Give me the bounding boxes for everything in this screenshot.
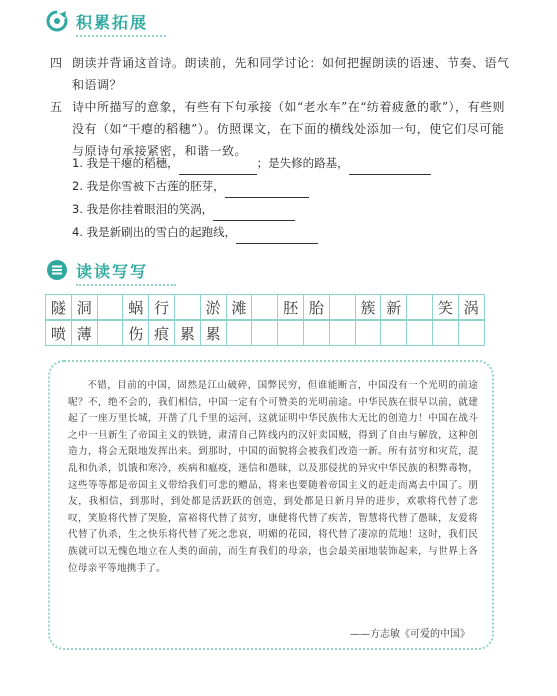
grid-character-cell: 累 <box>174 320 201 346</box>
grid-empty-cell <box>277 320 304 346</box>
grid-character-cell: 蜗 <box>122 294 149 320</box>
grid-empty-cell <box>174 294 201 320</box>
grid-row <box>46 295 502 321</box>
exercise-text: 朗读并背诵这首诗。朗读前，先和同学讨论：如何把握朗读的语速、节奏、语气和语调？ <box>72 56 510 92</box>
fill-in-label: 2. 我是你雪被下古莲的胚芽， <box>72 179 225 193</box>
grid-empty-cell <box>97 320 124 346</box>
passage-body: 不错，目前的中国，固然是江山破碎，国弊民穷，但谁能断言，中国没有一个光明的前途呢？不，绝不会的，我们相信，中国一定有个可赞美的光明前途。中华民族在很早以前，就建起了一座万里长城，开凿了几千里的运河，这就证明中华民族伟大无比的创造力！中国在战斗之中一旦新生了帝国主义的铁链，肃清自己阵线内的汉奸卖国贼，得到了自由与解放，这种创造力，将会无限地发挥出来。到那时，中国的面貌将会被我们改造一新。所有贫穷和灾荒，混乱和仇杀，饥饿和寒冷，疾病和瘟疫，迷信和愚昧，以及那侵扰的异灾中华民族的积弊毒物，这些等等都是帝国主义带给我们可悲的赠品，将来也要随着帝国主义的赶走而离去中国了。朋友，我相信，到那时，到处都是活跃跃的创造，到处都是日新月异的进步，欢歌将代替了悲叹，笑脸将代替了哭脸，富裕将代替了贫穷，康健将代替了疾苦，智慧将代替了愚昧，友爱将代替了仇杀，生之快乐将代替了死之悲哀，明媚的花园，将代替了凄凉的荒地！这时，我们民族就可以无愧色地立在人类的面前，而生育我们的母亲，也会最美丽地装饰起来，与世界上各位母亲平等地携手了。 <box>68 380 478 574</box>
section-divider <box>76 35 166 37</box>
fill-in-label: ；是失修的路基， <box>256 156 349 170</box>
fill-in-label: 4. 我是新刷出的雪白的起跑线， <box>72 225 237 239</box>
grid-character-cell: 痕 <box>148 320 175 346</box>
grid-empty-cell <box>303 320 330 346</box>
grid-empty-cell <box>406 320 433 346</box>
grid-character-cell: 累 <box>200 320 227 346</box>
fill-in-list <box>72 152 431 244</box>
section-title-extend: 积累拓展 <box>76 12 149 32</box>
fill-in-item <box>72 198 431 221</box>
answer-blank[interactable] <box>179 160 257 175</box>
section-divider <box>76 284 176 286</box>
fill-in-item <box>72 175 431 198</box>
grid-character-cell: 隧 <box>45 294 72 320</box>
passage-source: ——方志敏《可爱的中国》 <box>350 629 470 640</box>
fill-in-item <box>72 221 431 244</box>
grid-character-cell: 薄 <box>71 320 98 346</box>
grid-empty-cell <box>406 294 433 320</box>
grid-character-cell: 胚 <box>277 294 304 320</box>
grid-empty-cell <box>329 320 356 346</box>
grid-character-cell: 喷 <box>45 320 72 346</box>
section-title-read-write: 读读写写 <box>76 261 149 281</box>
grid-empty-cell <box>329 294 356 320</box>
grid-character-cell: 簇 <box>355 294 382 320</box>
grid-empty-cell <box>458 320 485 346</box>
grid-character-cell: 胎 <box>303 294 330 320</box>
grid-empty-cell <box>380 320 407 346</box>
vocabulary-grid <box>46 295 502 347</box>
grid-row <box>46 321 502 347</box>
grid-character-cell: 滩 <box>226 294 253 320</box>
refresh-arrow-icon <box>46 10 68 32</box>
grid-empty-cell <box>97 294 124 320</box>
fill-in-item <box>72 152 431 175</box>
reading-passage-box <box>48 360 494 650</box>
grid-character-cell: 行 <box>148 294 175 320</box>
exercise-text: 诗中所描写的意象，有些有下句承接（如“老水车”在“纺着疲惫的歌”），有些则没有（如“干瘪的稻穗”）。仿照课文，在下面的横线处添加一句，使它们尽可能与原诗句承接紧密，和谐一致。 <box>72 100 506 158</box>
grid-empty-cell <box>226 320 253 346</box>
grid-character-cell: 涡 <box>458 294 485 320</box>
grid-empty-cell <box>432 320 459 346</box>
answer-blank[interactable] <box>349 160 431 175</box>
grid-character-cell: 笑 <box>432 294 459 320</box>
exercise-number: 五 <box>50 100 63 114</box>
grid-empty-cell <box>251 294 278 320</box>
section-header-extend <box>46 8 156 34</box>
exercise-number: 四 <box>50 56 63 70</box>
section-header-read-write <box>46 257 166 283</box>
grid-character-cell: 新 <box>380 294 407 320</box>
fill-in-label: 3. 我是你挂着眼泪的笑涡， <box>72 202 214 216</box>
book-list-icon <box>46 259 68 281</box>
grid-character-cell: 洞 <box>71 294 98 320</box>
fill-in-label: 1. 我是干瘪的稻穗， <box>72 156 179 170</box>
exercise-4 <box>50 52 515 96</box>
grid-empty-cell <box>251 320 278 346</box>
grid-empty-cell <box>355 320 382 346</box>
answer-blank[interactable] <box>225 183 309 198</box>
grid-character-cell: 伤 <box>122 320 149 346</box>
answer-blank[interactable] <box>236 229 318 244</box>
answer-blank[interactable] <box>213 206 295 221</box>
grid-character-cell: 淤 <box>200 294 227 320</box>
